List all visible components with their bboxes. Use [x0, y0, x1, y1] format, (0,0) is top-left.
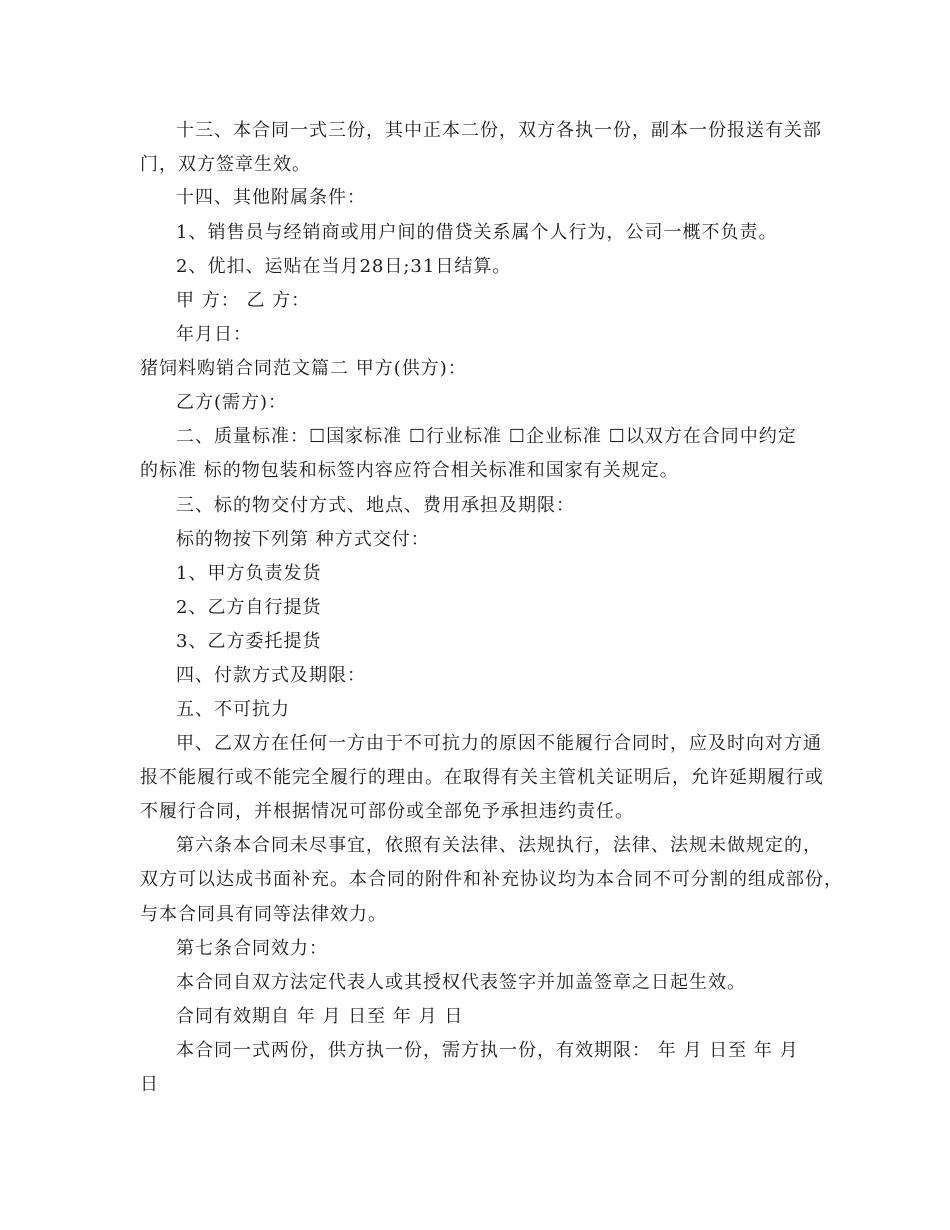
paragraph-line: 合同有效期自 年 月 日至 年 月 日	[176, 1006, 464, 1027]
list-item: 2、乙方自行提货	[176, 597, 322, 618]
section-heading: 第七条合同效力：	[176, 938, 328, 959]
party-line: 乙方(需方)：	[176, 392, 288, 413]
paragraph-line: 第六条本合同未尽事宜，依照有关法律、法规执行，法律、法规未做规定的，	[176, 835, 822, 856]
paragraph-line: 与本合同具有同等法律效力。	[140, 904, 387, 925]
paragraph-line: 2、优扣、运贴在当月28日;31日结算。	[176, 256, 512, 277]
paragraph-line: 标的物按下列第 种方式交付：	[176, 529, 430, 550]
section-heading: 十四、其他附属条件：	[176, 187, 366, 208]
paragraph-line: 双方可以达成书面补充。本合同的附件和补充协议均为本合同不可分割的组成部份，	[140, 869, 843, 890]
list-item: 3、乙方委托提货	[176, 631, 322, 652]
paragraph-line: 日	[140, 1074, 159, 1095]
paragraph-line: 报不能履行或不能完全履行的理由。在取得有关主管机关证明后，允许延期履行或	[140, 767, 824, 788]
paragraph-line: 本合同一式两份，供方执一份，需方执一份，有效期限： 年 月 日至 年 月	[176, 1040, 799, 1061]
list-item: 1、甲方负责发货	[176, 563, 322, 584]
paragraph-line: 的标准 标的物包装和标签内容应符合相关标准和国家有关规定。	[140, 460, 679, 481]
section-heading: 四、付款方式及期限：	[176, 665, 366, 686]
document-title: 猪饲料购销合同范文篇二 甲方(供方)：	[140, 358, 467, 379]
paragraph-line: 甲、乙双方在任何一方由于不可抗力的原因不能履行合同时，应及时向对方通	[176, 733, 822, 754]
paragraph-line: 不履行合同，并根据情况可部份或全部免予承担违约责任。	[140, 801, 634, 822]
paragraph-line: 本合同自双方法定代表人或其授权代表签字并加盖签章之日起生效。	[176, 972, 746, 993]
paragraph-line: 门，双方签章生效。	[140, 154, 311, 175]
section-heading: 三、标的物交付方式、地点、费用承担及期限：	[176, 495, 575, 516]
paragraph-line: 十三、本合同一式三份，其中正本二份，双方各执一份，副本一份报送有关部	[176, 120, 822, 141]
signature-line: 甲 方： 乙 方：	[176, 290, 311, 311]
date-line: 年月日：	[176, 324, 252, 345]
paragraph-line: 1、销售员与经销商或用户间的借贷关系属个人行为，公司一概不负责。	[176, 222, 778, 243]
section-heading: 五、不可抗力	[176, 699, 290, 720]
paragraph-line: 二、质量标准：☐国家标准 ☐行业标准 ☐企业标准 ☐以双方在合同中约定	[176, 426, 797, 447]
